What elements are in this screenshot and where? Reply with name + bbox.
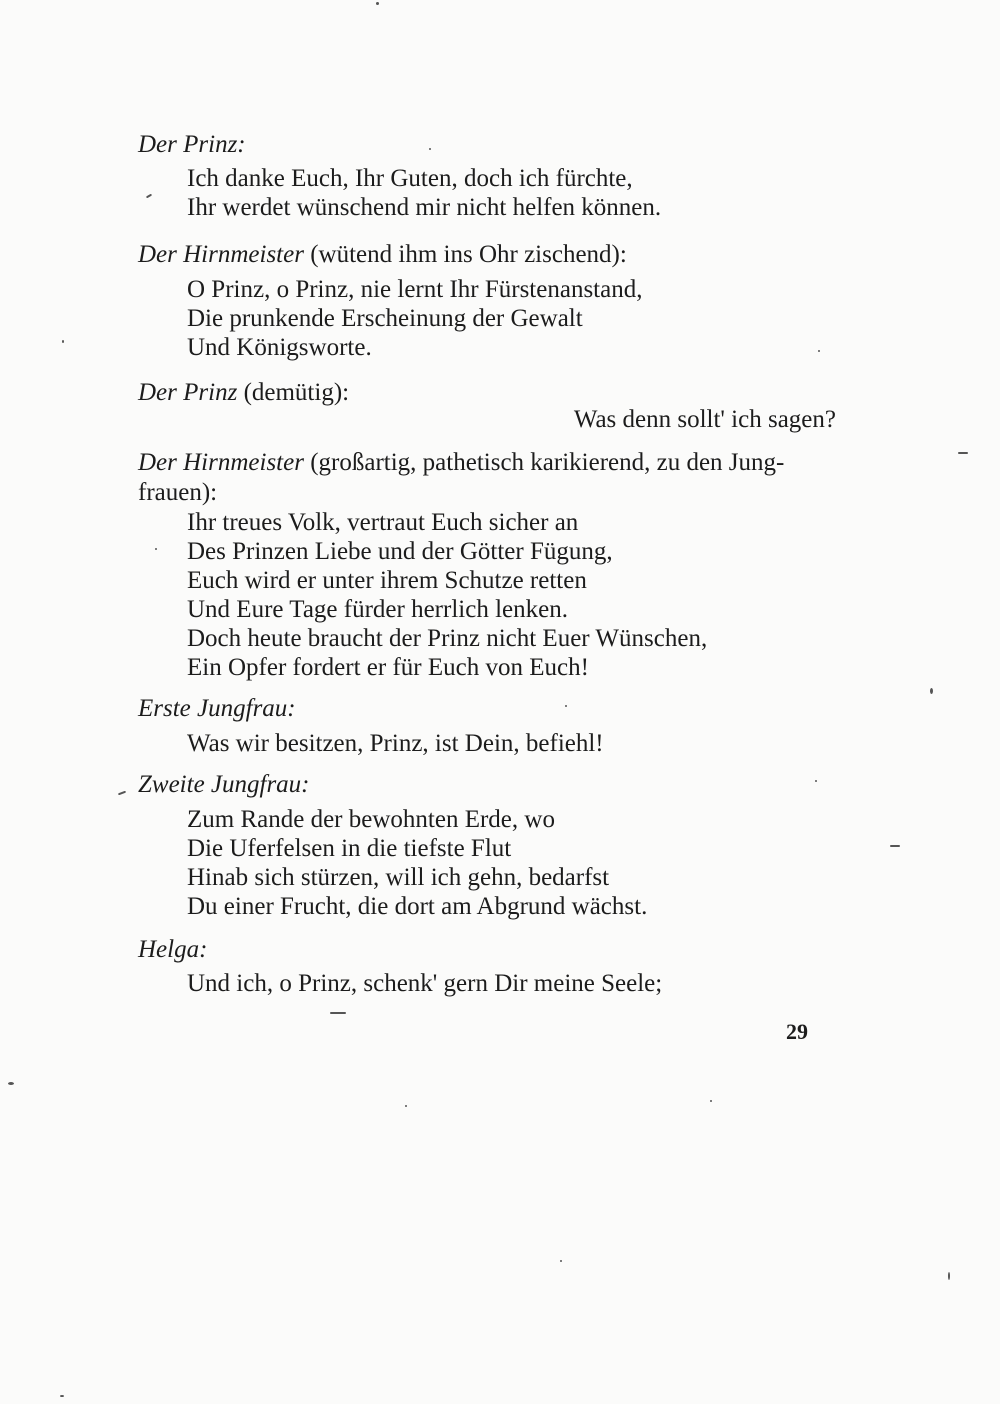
scan-speck [890, 845, 900, 847]
scan-speck [815, 780, 817, 782]
speaker-name: Zweite Jungfrau: [138, 771, 310, 798]
verse-line: Ihr werdet wünschend mir nicht helfen können. [187, 194, 662, 221]
scan-speck [948, 1272, 950, 1280]
speaker-name: Der Hirnmeister [138, 241, 304, 268]
scan-speck [376, 2, 379, 5]
speaker-name: Helga: [138, 936, 208, 963]
speaker-heading [138, 448, 838, 508]
stage-direction: (demütig): [237, 379, 350, 406]
verse-line: Hinab sich stürzen, will ich gehn, bedarfst [187, 864, 610, 891]
speaker-heading [138, 378, 349, 408]
scan-speck [146, 194, 152, 199]
speaker-heading [138, 130, 246, 160]
speaker-heading [138, 240, 627, 270]
scan-speck [155, 548, 157, 550]
speaker-name: Der Prinz: [138, 131, 246, 158]
scan-speck [710, 1100, 712, 1102]
verse-line: Du einer Frucht, die dort am Abgrund wächst. [187, 893, 648, 920]
scan-speck [118, 791, 126, 796]
verse-line: Euch wird er unter ihrem Schutze retten [187, 567, 587, 594]
verse-line: Was denn sollt' ich sagen? [573, 406, 836, 433]
verse-line: Doch heute braucht der Prinz nicht Euer Wünschen, [187, 625, 708, 652]
verse-line: Ich danke Euch, Ihr Guten, doch ich fürchte, [187, 165, 633, 192]
verse-line: Was wir besitzen, Prinz, ist Dein, befiehl! [187, 730, 604, 757]
scan-speck [818, 350, 820, 352]
verse-line: Und Königsworte. [187, 334, 372, 361]
scan-speck [405, 1105, 407, 1107]
verse-line: Zum Rande der bewohnten Erde, wo [187, 806, 555, 833]
scan-speck [565, 705, 567, 707]
scan-speck [560, 1260, 562, 1262]
verse-line: Des Prinzen Liebe und der Götter Fügung, [187, 538, 613, 565]
verse-line: Die prunkende Erscheinung der Gewalt [187, 305, 583, 332]
speaker-heading [138, 770, 310, 800]
stage-direction: (großartig, pathetisch karikierend, zu den Jung- [303, 449, 785, 476]
scan-speck [60, 1395, 64, 1397]
verse-line: Ihr treues Volk, vertraut Euch sicher an [187, 509, 579, 536]
verse-line: Und Eure Tage fürder herrlich lenken. [187, 596, 568, 623]
speaker-name: Der Prinz [138, 379, 238, 406]
speaker-heading [138, 935, 207, 965]
verse-line: Ein Opfer fordert er für Euch von Euch! [187, 654, 589, 681]
scan-speck [429, 148, 431, 150]
speaker-name: Der Hirnmeister [138, 449, 304, 476]
verse-line: O Prinz, o Prinz, nie lernt Ihr Fürstenanstand, [187, 276, 643, 303]
scan-speck [8, 1082, 14, 1085]
speaker-heading [138, 694, 296, 724]
scan-speck [330, 1012, 346, 1014]
scan-speck [930, 688, 933, 694]
page-number: 29 [786, 1019, 808, 1044]
scan-speck [958, 452, 968, 454]
stage-direction: (wütend ihm ins Ohr zischend): [303, 241, 627, 268]
stage-direction: frauen): [138, 479, 218, 506]
verse-line: Die Uferfelsen in die tiefste Flut [187, 835, 512, 862]
verse-line: Und ich, o Prinz, schenk' gern Dir meine Seele; [187, 970, 663, 997]
speaker-name: Erste Jungfrau: [138, 695, 296, 722]
scan-speck [62, 340, 64, 343]
